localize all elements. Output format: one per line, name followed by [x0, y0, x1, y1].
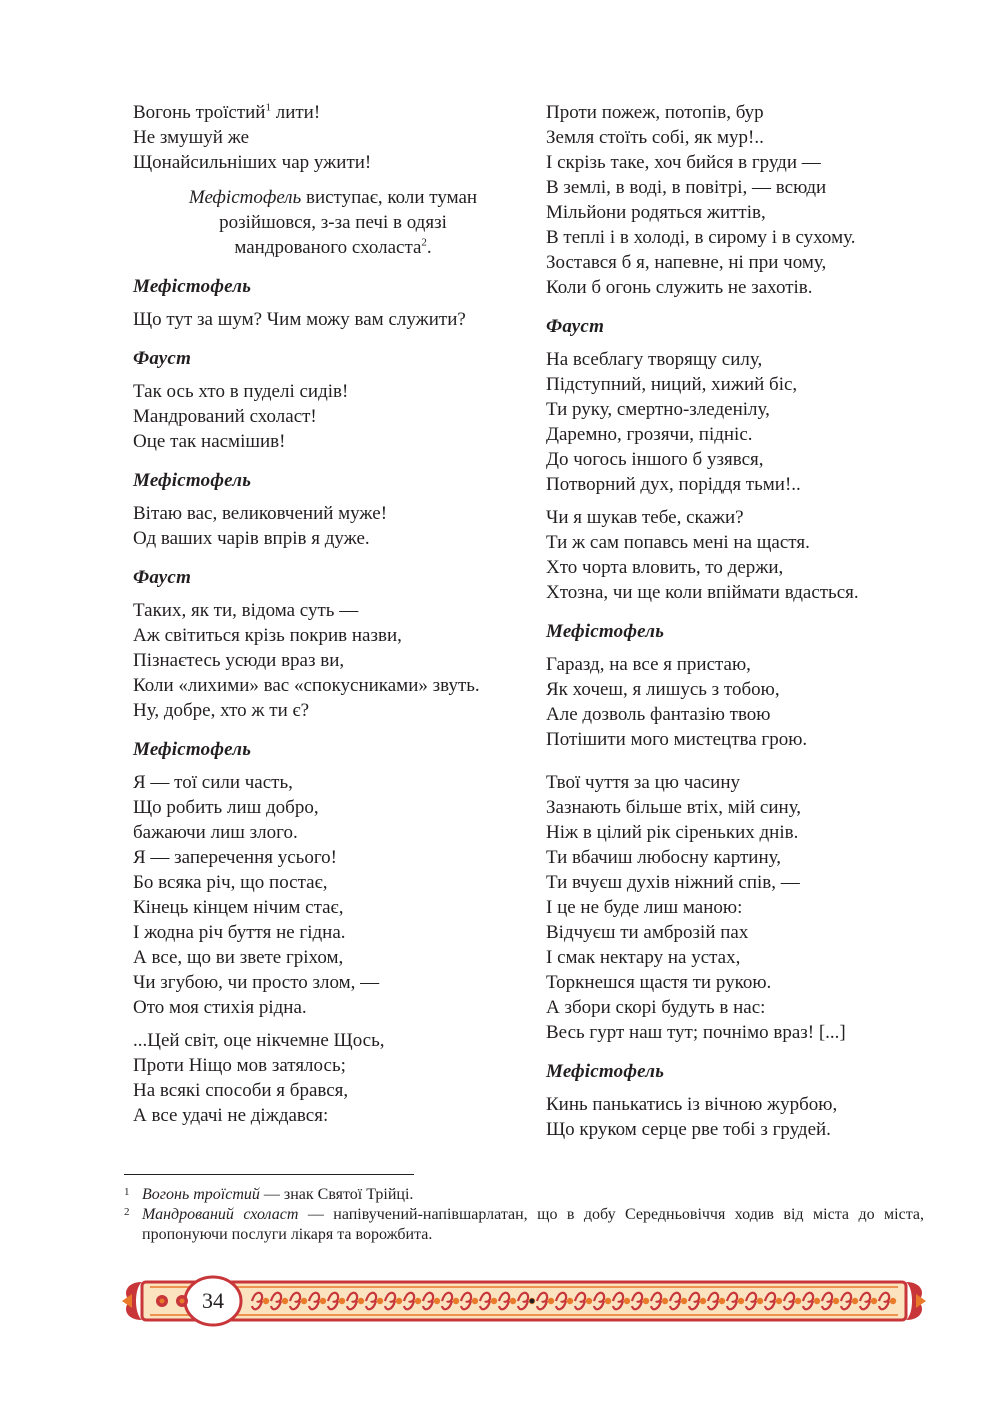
ornament-dot: [700, 1298, 706, 1304]
verse-line: Зазнають більше втіх, мій сину,: [546, 797, 802, 818]
left-column: [133, 100, 533, 1136]
verse-line: Проти Ніщо мов затялось;: [133, 1055, 346, 1076]
ornament-dot: [890, 1298, 896, 1304]
footnote-divider: [124, 1174, 414, 1175]
verse-line: Даремно, грозячи, підніс.: [546, 424, 753, 445]
verse-line: Щонайсильніших чар ужити!: [133, 152, 372, 173]
verse-stanza: [133, 770, 533, 1020]
verse-line: Кинь панькатись із вічною журбою,: [546, 1094, 838, 1115]
verse-line: Я — тої сили часть,: [133, 772, 293, 793]
verse-line: І смак нектару на устах,: [546, 947, 741, 968]
footnote: [124, 1185, 924, 1205]
verse-line: Оце так насмішив!: [133, 431, 286, 452]
ornament-dot: [320, 1298, 326, 1304]
speaker-name: Мефістофель: [133, 470, 252, 491]
verse-line: Проти пожеж, потопів, бур: [546, 102, 764, 123]
ornament-dot: [757, 1298, 763, 1304]
verse-line: Земля стоїть собі, як мур!..: [546, 127, 764, 148]
verse-line: Вогонь троїстий$^1$ лити!: [133, 101, 321, 123]
footnote-ref: 2: [421, 236, 427, 249]
verse-line: Весь гурт наш тут; почнімо враз! [...]: [546, 1022, 846, 1043]
footnote-term: Мандрований схоласт: [142, 1206, 299, 1223]
ornament-dot: [681, 1298, 687, 1304]
speaker-name: Фауст: [133, 348, 192, 369]
ornament-dot: [339, 1298, 345, 1304]
verse-stanza: [133, 501, 533, 551]
verse-line: Чи згубою, чи просто злом, —: [133, 972, 380, 993]
ornament-dot: [263, 1298, 269, 1304]
verse-line: Я — заперечення усього!: [133, 847, 337, 868]
verse-line: На всякі способи я брався,: [133, 1080, 349, 1101]
ornament-dot: [624, 1298, 630, 1304]
verse-line: Вітаю вас, великовчений муже!: [133, 503, 388, 524]
verse-line: Ти ж сам попавсь мені на щастя.: [546, 532, 810, 553]
speaker-name: Мефістофель: [546, 621, 665, 642]
verse-line: Зостався б я, напевне, ні при чому,: [546, 252, 827, 273]
verse-stanza: [546, 347, 936, 497]
verse-stanza: [133, 379, 533, 454]
ornament-dot: [415, 1298, 421, 1304]
footnote-number: 1: [124, 1186, 130, 1198]
speaker-name: Мефістофель: [133, 739, 252, 760]
page-ornament: [120, 1272, 928, 1330]
footnote: [124, 1205, 924, 1245]
ornament-dot: [491, 1298, 497, 1304]
ornament-center-dot: [530, 1299, 535, 1304]
ornament-dot: [510, 1298, 516, 1304]
verse-line: бажаючи лиш злого.: [133, 822, 298, 843]
verse-line: Ото моя стихія рідна.: [133, 997, 307, 1018]
footnote-text: — знак Святої Трійці.: [259, 1186, 414, 1203]
stage-line: розійшовся, з-за печі в одязі: [219, 212, 447, 233]
verse-line: Гаразд, на все я пристаю,: [546, 654, 751, 675]
verse-line: Так ось хто в пуделі сидів!: [133, 381, 349, 402]
ornament-dot: [301, 1298, 307, 1304]
footnote-number: 2: [124, 1206, 130, 1218]
ornament-flower-center: [180, 1299, 185, 1304]
verse-line: Твої чуття за цю часину: [546, 772, 740, 793]
verse-line: Мільйони родяться життів,: [546, 202, 766, 223]
ornament-dot: [719, 1298, 725, 1304]
ornament-dot: [795, 1298, 801, 1304]
speaker-name: Мефістофель: [133, 276, 252, 297]
verse-line: Ти руку, смертно-зледенілу,: [546, 399, 770, 420]
verse-line: Ну, добре, хто ж ти є?: [133, 700, 310, 721]
verse-line: Ти вбачиш любосну картину,: [546, 847, 781, 868]
verse-line: Мандрований схоласт!: [133, 406, 317, 427]
verse-line: Відчуєш ти амброзій пах: [546, 922, 749, 943]
verse-line: Таких, як ти, відома суть —: [133, 600, 359, 621]
right-column: [546, 100, 936, 1150]
verse-line: Як хочеш, я лишусь з тобою,: [546, 679, 780, 700]
verse-line: Аж світиться крізь покрив назви,: [133, 625, 402, 646]
verse-line: Чи я шукав тебе, скажи?: [546, 507, 744, 528]
verse-line: Кінець кінцем нічим стає,: [133, 897, 344, 918]
verse-stanza: [133, 100, 533, 175]
verse-line: Потішити мого мистецтва грою.: [546, 729, 808, 750]
verse-line: Коли б огонь служить не захотів.: [546, 277, 813, 298]
ornament-dot: [871, 1298, 877, 1304]
verse-stanza: [546, 770, 936, 1045]
stage-line: Мефістофель виступає, коли туман: [188, 187, 478, 208]
stage-line: мандрованого схоласта$^2$.: [234, 236, 432, 258]
verse-stanza: [133, 307, 533, 332]
ornament-dot: [282, 1298, 288, 1304]
ornament-dot: [453, 1298, 459, 1304]
verse-stanza: [546, 652, 936, 752]
ornament-dot: [738, 1298, 744, 1304]
verse-stanza: [133, 598, 533, 723]
verse-line: Хто чорта вловить, то держи,: [546, 557, 784, 578]
verse-line: І скрізь таке, хоч бийся в груди —: [546, 152, 821, 173]
verse-stanza: [546, 100, 936, 300]
verse-line: Що тут за шум? Чим можу вам служити?: [133, 309, 466, 330]
verse-line: Коли «лихими» вас «спокусниками» звуть.: [133, 675, 480, 696]
verse-line: Ніж в цілий рік сіреньких днів.: [546, 822, 799, 843]
verse-line: В землі, в воді, в повітрі, — всюди: [546, 177, 827, 198]
verse-line: В теплі і в холоді, в сирому і в сухому.: [546, 227, 856, 248]
verse-line: А все удачі не діждався:: [133, 1105, 329, 1126]
verse-line: На всеблагу творящу силу,: [546, 349, 763, 370]
verse-line: Що круком серце рве тобі з грудей.: [546, 1119, 831, 1140]
ornament-dot: [548, 1298, 554, 1304]
verse-line: Хтозна, чи ще коли впіймати вдасться.: [546, 582, 859, 603]
ornament-dot: [377, 1298, 383, 1304]
verse-line: І жодна річ буття не гідна.: [133, 922, 346, 943]
stage-character: Мефістофель: [188, 187, 302, 208]
verse-line: Потворний дух, поріддя тьми!..: [546, 474, 801, 495]
ornament-dot: [586, 1298, 592, 1304]
ornament-dot: [643, 1298, 649, 1304]
ornament-dot: [605, 1298, 611, 1304]
verse-line: А збори скорі будуть в нас:: [546, 997, 766, 1018]
ornament-dot: [567, 1298, 573, 1304]
ornament-dot: [358, 1298, 364, 1304]
verse-line: Ти вчуєш духів ніжний спів, —: [546, 872, 800, 893]
speaker-name: Фауст: [546, 316, 605, 337]
ornament-dot: [662, 1298, 668, 1304]
verse-stanza: [546, 505, 936, 605]
footnote-text: — напівучений-напівшарлатан, що в добу Середньовіччя ходив від міста до міста, пропонуючи послуги лікаря та ворожбита.: [142, 1206, 924, 1243]
verse-line: Пізнаєтесь усюди враз ви,: [133, 650, 345, 671]
verse-line: Підступний, ниций, хижий біс,: [546, 374, 798, 395]
verse-line: І це не буде лиш маною:: [546, 897, 743, 918]
ornament-flower-center: [160, 1299, 165, 1304]
verse-line: Але дозволь фантазію твою: [546, 704, 771, 725]
verse-line: Не змушуй же: [133, 127, 250, 148]
verse-line: Що робить лиш добро,: [133, 797, 319, 818]
ornament-dot: [472, 1298, 478, 1304]
stage-direction: [133, 185, 533, 260]
footnotes: [124, 1185, 924, 1245]
footnote-ref: 1: [265, 101, 271, 114]
ornament-dot: [852, 1298, 858, 1304]
verse-line: Од ваших чарів впрів я дуже.: [133, 528, 370, 549]
ornament-dot: [396, 1298, 402, 1304]
verse-line: ...Цей світ, оце нікчемне Щось,: [133, 1030, 385, 1051]
ornament-dot: [434, 1298, 440, 1304]
verse-line: До чогось іншого б узявся,: [546, 449, 764, 470]
verse-line: Торкнешся щастя ти рукою.: [546, 972, 772, 993]
speaker-name: Фауст: [133, 567, 192, 588]
verse-stanza: [546, 1092, 936, 1142]
speaker-name: Мефістофель: [546, 1061, 665, 1082]
ornament-dot: [833, 1298, 839, 1304]
verse-stanza: [133, 1028, 533, 1128]
ornament-dot: [776, 1298, 782, 1304]
verse-line: Бо всяка річ, що постає,: [133, 872, 328, 893]
verse-line: А все, що ви звете гріхом,: [133, 947, 344, 968]
stanza-gap: [546, 760, 936, 770]
ornament-dot: [814, 1298, 820, 1304]
footnote-term: Вогонь троїстий: [142, 1186, 260, 1203]
page-number: 34: [202, 1288, 224, 1313]
